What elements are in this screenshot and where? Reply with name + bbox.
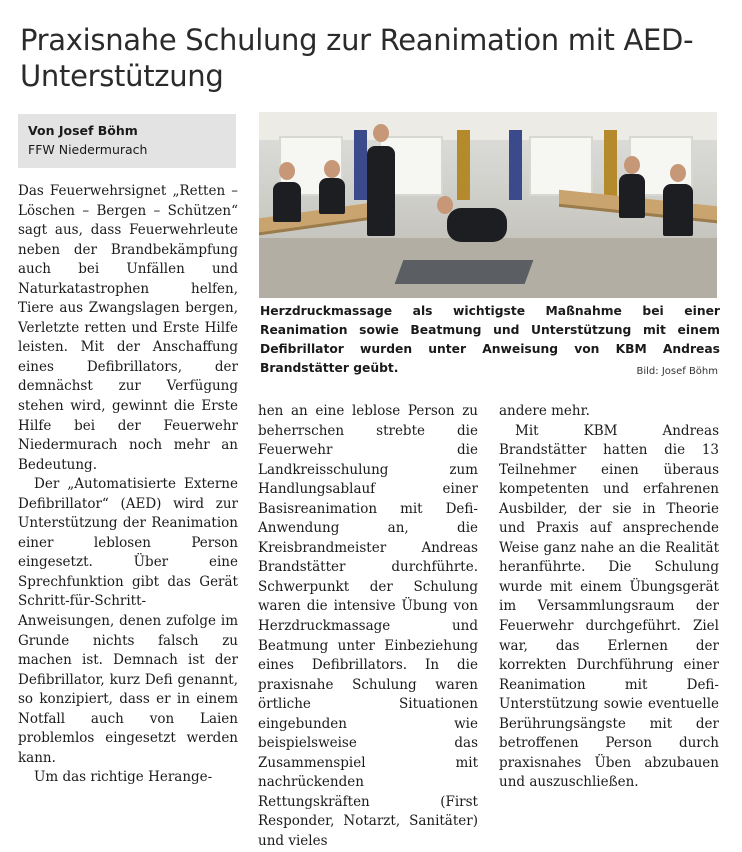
- byline-box: [18, 114, 236, 168]
- body-paragraph-3-end: andere mehr.: [499, 403, 590, 419]
- article-column-1: [18, 182, 238, 788]
- photo-credit: Bild: Josef Böhm: [636, 366, 718, 377]
- article-column-2: [258, 402, 478, 852]
- photo-caption: Herzdruckmassage als wichtigste Maßnahme bei einer Reanimation sowie Beatmung und Unterstützung mit einem Defibrillator wurden unter Anweisung von KBM Andreas Brandstätter geübt.: [260, 304, 720, 375]
- byline-author: Von Josef Böhm: [28, 123, 138, 138]
- body-paragraph-3-continued: hen an eine leblose Person zu beherrschen strebte die Feuerwehr die Landkreisschulung zum Handlungsablauf einer Basisreanimation mit Defi-Anwendung an, die Kreisbrandmeister Andreas Brandstätter durchführte. Schwerpunkt der Schulung waren die intensive Übung von Herzdruckmassage und Beatmung unter Einbeziehung eines Defibrillators. In die praxisnahe Schulung waren örtliche Situationen eingebunden wie beispielsweise das Zusammenspiel mit nachrückenden Rettungskräften (First Responder, Notarzt, Sanitäter) und vieles: [258, 403, 478, 850]
- body-paragraph-1: Das Feuerwehrsignet „Retten – Löschen – Bergen – Schützen“ sagt aus, dass Feuerwehrleute neben der Brandbekämpfung auch bei Unfällen und Naturkatastrophen helfen, Tiere aus Zwangslagen bergen, Verletzte retten und Erste Hilfe leisten. Mit der Anschaffung eines Defibrillators, der demnächst zur Verfügung stehen wird, gewinnt die Erste Hilfe bei der Feuerwehr Niedermurach noch mehr an Bedeutung.: [18, 183, 238, 473]
- headline: Praxisnahe Schulung zur Reanimation mit AED-Unterstützung: [20, 23, 694, 93]
- byline-organization: FFW Niedermurach: [28, 142, 148, 157]
- article-photo: [259, 112, 717, 298]
- body-paragraph-4: Mit KBM Andreas Brandstätter hatten die 13 Teilnehmer einen überaus kompetenten und erfahrenen Ausbilder, der sie in Theorie und Praxis auf ansprechende Weise ganz nahe an die Realität heranführte. Die Schulung wurde mit einem Übungsgerät im Versammlungsraum der Feuerwehr durchgeführt. Ziel war, das Erlernen der korrekten Durchführung einer Reanimation mit Defi-Unterstützung sowie eventuelle Berührungsängste mit der betroffenen Person durch praxisnahes Üben abzubauen und auszuschließen.: [499, 422, 719, 791]
- body-paragraph-2: Der „Automatisierte Externe Defibrillator“ (AED) wird zur Unterstützung der Reanimation einer leblosen Person eingesetzt. Über eine Sprechfunktion gibt das Gerät Schritt-für-Schritt-Anweisungen, denen zufolge im Grunde nichts falsch zu machen ist. Demnach ist der Defibrillator, kurz Defi genannt, so konzipiert, dass er in einem Notfall auch von Laien problemlos eingesetzt werden kann.: [18, 476, 238, 766]
- article-column-3: [499, 402, 719, 793]
- body-paragraph-3-start: Um das richtige Herange-: [34, 769, 213, 786]
